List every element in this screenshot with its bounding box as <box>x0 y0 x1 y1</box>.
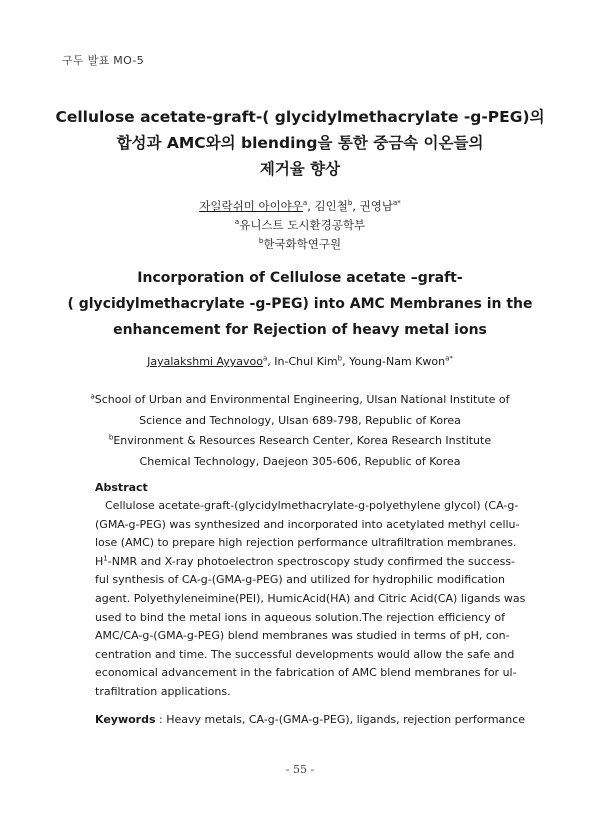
affiliation-sup: b <box>258 237 264 246</box>
abstract-text: -NMR and X-ray photoelectron spectroscopy study confirmed the success- <box>107 554 516 568</box>
affiliation-text: Environment & Resources Research Center, Korea Research Institute <box>113 434 492 447</box>
superscript: 1 <box>103 554 108 563</box>
affiliation-sup: b <box>108 433 114 442</box>
author-sup: b <box>337 354 343 363</box>
korean-affiliation <box>40 216 560 235</box>
abstract-heading: Abstract <box>95 481 148 494</box>
affiliation-sup: a <box>234 218 240 227</box>
session-tag: 구두 발표 MO-5 <box>62 54 144 67</box>
korean-authors: 자일락쉬미 아이야우$^a$, 김인철$^b$, 권영남$^{a*}$ <box>199 199 401 213</box>
abstract-line: trafiltration applications. <box>95 684 231 698</box>
author-sup: a* <box>445 354 453 363</box>
author-name: In-Chul Kim <box>274 355 338 368</box>
author-sup: a* <box>392 199 401 208</box>
affiliation-line <box>40 390 560 411</box>
abstract-line <box>95 553 516 572</box>
korean-title-line: 제거율 향상 <box>259 160 341 178</box>
author-name: 자일락쉬미 아이야우 <box>199 199 303 213</box>
korean-affiliation <box>40 235 560 254</box>
affiliation-sup: a <box>90 392 95 401</box>
author-name: Jayalakshmi Ayyavoo <box>147 355 263 368</box>
author-name: 권영남 <box>359 199 393 213</box>
english-title-line: ( glycidylmethacrylate -g-PEG) into AMC Membranes in the <box>67 296 533 312</box>
abstract-line: (GMA-g-PEG) was synthesized and incorporated into acetylated methyl cellu- <box>95 517 520 531</box>
author-sup: a <box>263 354 268 363</box>
abstract-line: Cellulose acetate-graft-(glycidylmethacrylate-g-polyethylene glycol) (CA-g- <box>105 499 519 512</box>
author-sup: b <box>347 199 353 208</box>
keywords-text: : Heavy metals, CA-g-(GMA-g-PEG), ligands, rejection performance <box>155 713 526 726</box>
abstract-line: agent. Polyethyleneimine(PEI), HumicAcid(HA) and Citric Acid(CA) ligands was <box>95 591 526 605</box>
abstract-line: AMC/CA-g-(GMA-g-PEG) blend membranes was studied in terms of pH, con- <box>95 629 510 643</box>
abstract-line: lose (AMC) to prepare high rejection performance ultrafiltration membranes. <box>95 536 517 550</box>
abstract-line: used to bind the metal ions in aqueous solution.The rejection efficiency of <box>95 610 505 624</box>
english-title-line: enhancement for Rejection of heavy metal ions <box>113 322 487 338</box>
english-title <box>30 265 570 343</box>
abstract-text: H <box>95 554 104 568</box>
keywords <box>95 713 525 726</box>
english-authors: Jayalakshmi Ayyavoo$^a$, In-Chul Kim$^b$, Young-Nam Kwon$^{a*}$ <box>147 354 453 368</box>
affiliation-text: School of Urban and Environmental Engineering, Ulsan National Institute of <box>94 393 510 406</box>
korean-title-line: 합성과 AMC와의 blending을 통한 중금속 이온들의 <box>116 134 484 152</box>
page-number: - 55 - <box>285 763 315 776</box>
korean-title <box>40 104 560 182</box>
abstract-body <box>95 497 526 702</box>
author-name: 김인철 <box>314 199 348 213</box>
english-affiliations <box>40 390 560 472</box>
affiliation-line: Chemical Technology, Daejeon 305-606, Republic of Korea <box>139 454 461 468</box>
abstract-line: economical advancement in the fabrication of AMC blend membranes for ul- <box>95 666 517 680</box>
abstract-line: ful synthesis of CA-g-(GMA-g-PEG) and utilized for hydrophilic modification <box>95 573 505 587</box>
author-name: Young-Nam Kwon <box>349 355 446 368</box>
affiliation-line: Science and Technology, Ulsan 689-798, Republic of Korea <box>139 413 461 427</box>
korean-authors-block <box>40 197 560 254</box>
author-sup: a <box>302 199 308 208</box>
keywords-label: Keywords <box>95 713 156 726</box>
english-title-line: Incorporation of Cellulose acetate –graft- <box>137 270 463 286</box>
affiliation-text: 유니스트 도시환경공학부 <box>239 218 366 232</box>
korean-title-line: Cellulose acetate-graft-( glycidylmethacrylate -g-PEG)의 <box>55 108 545 126</box>
affiliation-line <box>40 431 560 452</box>
affiliation-text: 한국화학연구원 <box>263 237 342 251</box>
abstract-line: centration and time. The successful developments would allow the safe and <box>95 647 515 661</box>
